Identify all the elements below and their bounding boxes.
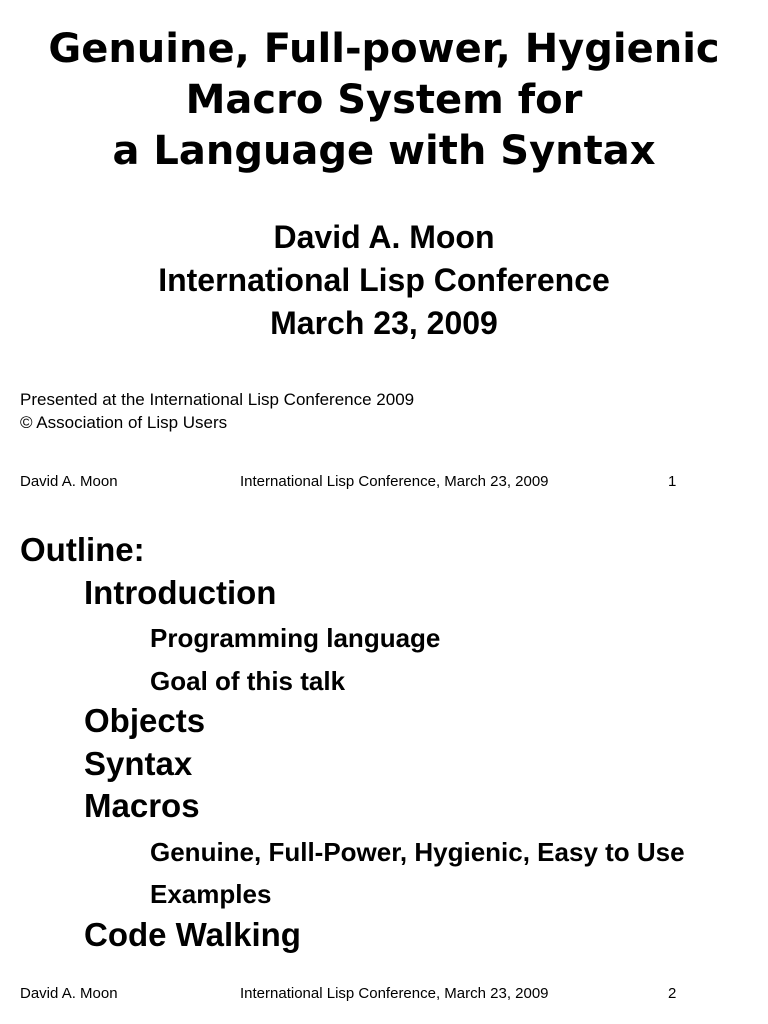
conference-name: International Lisp Conference — [158, 262, 610, 298]
outline-item-macros: Macros — [84, 787, 200, 824]
footer-conference: International Lisp Conference, March 23, 2009 — [240, 985, 549, 1002]
slide-footer — [0, 473, 768, 493]
footer-conference: International Lisp Conference, March 23, 2009 — [240, 473, 549, 490]
outline-item-introduction: Introduction — [84, 574, 277, 611]
author-name: David A. Moon — [273, 219, 495, 255]
outline-subitem-programming-language: Programming language — [150, 623, 441, 653]
presented-note — [20, 388, 414, 434]
outline-subitem-goal: Goal of this talk — [150, 666, 346, 696]
outline-subitem-examples: Examples — [150, 879, 272, 909]
outline-item-code-walking: Code Walking — [84, 916, 301, 953]
title-line-1: Genuine, Full-power, Hygienic — [48, 26, 720, 72]
outline-item-objects: Objects — [84, 702, 206, 739]
outline-slide — [0, 512, 768, 1024]
slide-title — [0, 24, 768, 177]
author-info — [0, 216, 768, 345]
title-line-2: Macro System for — [185, 77, 583, 123]
outline-heading: Outline: — [20, 531, 145, 568]
outline-item-syntax: Syntax — [84, 745, 193, 782]
presented-line: Presented at the International Lisp Conference 2009 — [20, 390, 415, 409]
copyright-line: © Association of Lisp Users — [20, 413, 228, 432]
presentation-date: March 23, 2009 — [270, 305, 498, 341]
outline-subitem-genuine: Genuine, Full-Power, Hygienic, Easy to Use — [150, 837, 685, 867]
footer-author: David A. Moon — [20, 473, 118, 490]
footer-page-number: 2 — [668, 985, 677, 1002]
footer-page-number: 1 — [668, 473, 677, 490]
title-line-3: a Language with Syntax — [112, 128, 656, 174]
footer-author: David A. Moon — [20, 985, 118, 1002]
slide-footer — [0, 985, 768, 1005]
